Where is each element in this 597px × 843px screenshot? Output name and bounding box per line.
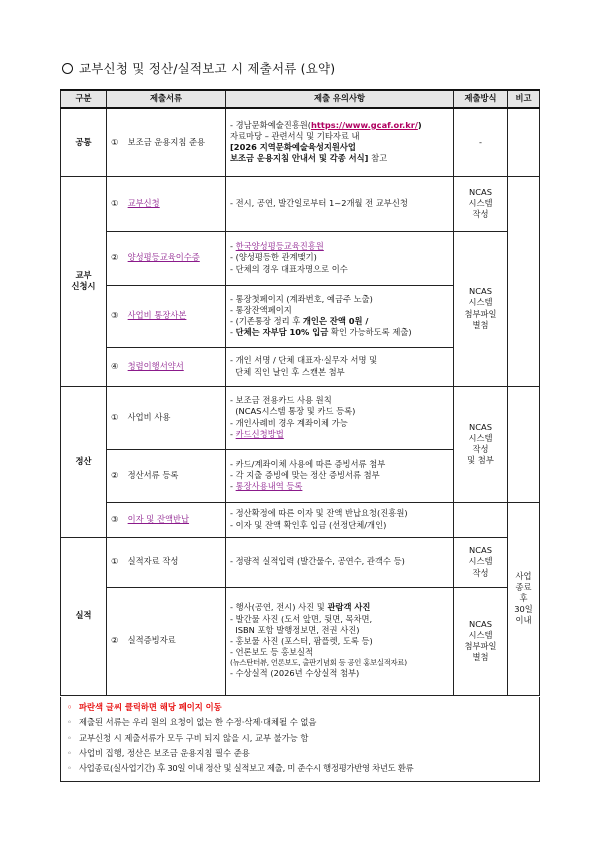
note-item: ◦ 사업비 집행, 정산은 보조금 운용지침 필수 준용 bbox=[67, 746, 533, 761]
bullet-icon: ◦ bbox=[67, 763, 72, 774]
note-item: ◦ 교부신청 시 제출서류가 모두 구비 되지 않을 시, 교부 불가능 함 bbox=[67, 731, 533, 746]
table-row bbox=[61, 502, 540, 537]
documents-table bbox=[60, 89, 540, 696]
method-cell: NCAS 시스템 작성 bbox=[454, 176, 508, 231]
circle-bullet-icon bbox=[62, 63, 73, 74]
notes-box bbox=[60, 697, 540, 782]
remark-cell bbox=[508, 386, 540, 502]
table-header-row bbox=[61, 90, 540, 108]
doc-cell: ② 정산서류 등록 bbox=[107, 449, 226, 502]
note-item: ◦ 사업종료(실사업기간) 후 30일 이내 정산 및 실적보고 제출, 미 준수시 행정평가반영 차년도 환류 bbox=[67, 761, 533, 776]
card-application-link[interactable]: 카드신청방법 bbox=[235, 428, 284, 439]
doc-cell: ② 양성평등교육이수증 bbox=[107, 231, 226, 285]
bullet-icon: ◦ bbox=[67, 702, 73, 712]
method-cell: NCAS 시스템 첨부파일 별첨 bbox=[454, 231, 508, 386]
interest-return-link[interactable]: 이자 및 잔액반납 bbox=[127, 513, 190, 524]
notes-cell: - 한국양성평등교육진흥원 - (양성평등한 관계맺기) - 단체의 경우 대표자명으로 이수 bbox=[226, 231, 454, 285]
grant-apply-link[interactable]: 교부신청 bbox=[127, 197, 160, 208]
gender-equality-cert-link[interactable]: 양성평등교육이수증 bbox=[127, 252, 200, 263]
doc-cell: ④ 청렴이행서약서 bbox=[107, 347, 226, 386]
gender-equality-institute-link[interactable]: 한국양성평등교육진흥원 bbox=[235, 241, 324, 252]
doc-cell: ① 실적자료 작성 bbox=[107, 537, 226, 587]
notes-cell: - 정산확정에 따른 이자 및 잔액 반납요청(진흥원) - 이자 및 잔액 확인후 입금 (선정단체/개인) bbox=[226, 502, 454, 537]
table-row bbox=[61, 231, 540, 285]
doc-cell: ① 사업비 사용 bbox=[107, 386, 226, 449]
notes-cell: - 보조금 전용카드 사용 원칙 (NCAS시스템 통장 및 카드 등록) - 개인사례비 경우 계좌이체 가능 - 카드신청방법 bbox=[226, 386, 454, 449]
notes-cell: - 통장첫페이지 (계좌번호, 예금주 노출) - 통장잔액페이지 - (기존통장 정리 후 개인은 잔액 0원 / - 단체는 자부담 10% 입금 확인 가능하도록 제출) bbox=[226, 285, 454, 347]
doc-cell: ① 보조금 운용지침 준용 bbox=[107, 108, 226, 176]
method-cell: NCAS 시스템 작성 및 첨부 bbox=[454, 386, 508, 502]
note-item: ◦ 제출된 서류는 우리 원의 요청이 없는 한 수정·삭제·대체될 수 없음 bbox=[67, 715, 533, 730]
category-grant: 교부 신청시 bbox=[61, 176, 107, 386]
category-perf: 실적 bbox=[61, 537, 107, 695]
doc-cell: ① 교부신청 bbox=[107, 176, 226, 231]
header-notes: 제출 유의사항 bbox=[226, 90, 454, 108]
table-row bbox=[61, 176, 540, 231]
method-cell: NCAS 시스템 작성 bbox=[454, 537, 508, 587]
notes-cell: - 전시, 공연, 발간일로부터 1~2개월 전 교부신청 bbox=[226, 176, 454, 231]
note-item: ◦ 파란색 글씨 클릭하면 해당 페이지 이동 bbox=[67, 700, 533, 715]
category-settle: 정산 bbox=[61, 386, 107, 537]
gcaf-link[interactable]: https://www.gcaf.or.kr/ bbox=[311, 119, 418, 130]
doc-cell: ③ 이자 및 잔액반납 bbox=[107, 502, 226, 537]
remark-cell bbox=[508, 108, 540, 176]
category-common: 공통 bbox=[61, 108, 107, 176]
bullet-icon: ◦ bbox=[67, 717, 72, 728]
header-method: 제출방식 bbox=[454, 90, 508, 108]
notes-cell: - 행사(공연, 전시) 사진 및 관람객 사진 - 발간물 사진 (도서 앞면, 뒷면, 목차면, ISBN 포함 발행정보면, 전권 사진) - 홍보물 사진 (포스터, 팜플렛, 도록 등) - 언론보도 등 홍보실적 (뉴스탄터뷰, 언론보도, 출판기념회 등 공인 홍보실적자료) - 수상실적 (2026년 수상실적 첨부) bbox=[226, 587, 454, 695]
header-category: 구분 bbox=[61, 90, 107, 108]
table-row bbox=[61, 537, 540, 587]
doc-cell: ② 실적증빙자료 bbox=[107, 587, 226, 695]
notes-cell: - 카드/계좌이체 사용에 따른 증빙서류 첨부 - 각 지출 증빙에 맞는 정산 증빙서류 첨부 - 통장사용내역 등록 bbox=[226, 449, 454, 502]
remark-deadline-cell: 사업 종료 후 30일 이내 bbox=[508, 502, 540, 695]
method-cell bbox=[454, 502, 508, 537]
bankbook-history-link[interactable]: 통장사용내역 등록 bbox=[235, 481, 303, 492]
doc-cell: ③ 사업비 통장사본 bbox=[107, 285, 226, 347]
method-cell: - bbox=[454, 108, 508, 176]
bankbook-copy-link[interactable]: 사업비 통장사본 bbox=[127, 310, 187, 321]
table-row bbox=[61, 386, 540, 449]
table-row bbox=[61, 108, 540, 176]
header-remark: 비고 bbox=[508, 90, 540, 108]
bullet-icon: ◦ bbox=[67, 732, 72, 743]
bullet-icon: ◦ bbox=[67, 748, 72, 759]
page-title: 교부신청 및 정산/실적보고 시 제출서류 (요약) bbox=[62, 59, 335, 77]
notes-cell: - 경남문화예술진흥원(https://www.gcaf.or.kr/) 자료마당 – 관련서식 및 기타자료 내 [2026 지역문화예술육성지원사업 보조금 운용지침 안내서 및 각종 서식] 참고 bbox=[226, 108, 454, 176]
header-doc: 제출서류 bbox=[107, 90, 226, 108]
table-row bbox=[61, 587, 540, 695]
notes-cell: - 개인 서명 / 단체 대표자·실무자 서명 및 단체 직인 날인 후 스캔본 첨부 bbox=[226, 347, 454, 386]
notes-cell: - 정량적 실적입력 (발간물수, 공연수, 관객수 등) bbox=[226, 537, 454, 587]
integrity-pledge-link[interactable]: 청렴이행서약서 bbox=[127, 360, 184, 371]
method-cell: NCAS 시스템 첨부파일 별첨 bbox=[454, 587, 508, 695]
remark-cell bbox=[508, 176, 540, 386]
